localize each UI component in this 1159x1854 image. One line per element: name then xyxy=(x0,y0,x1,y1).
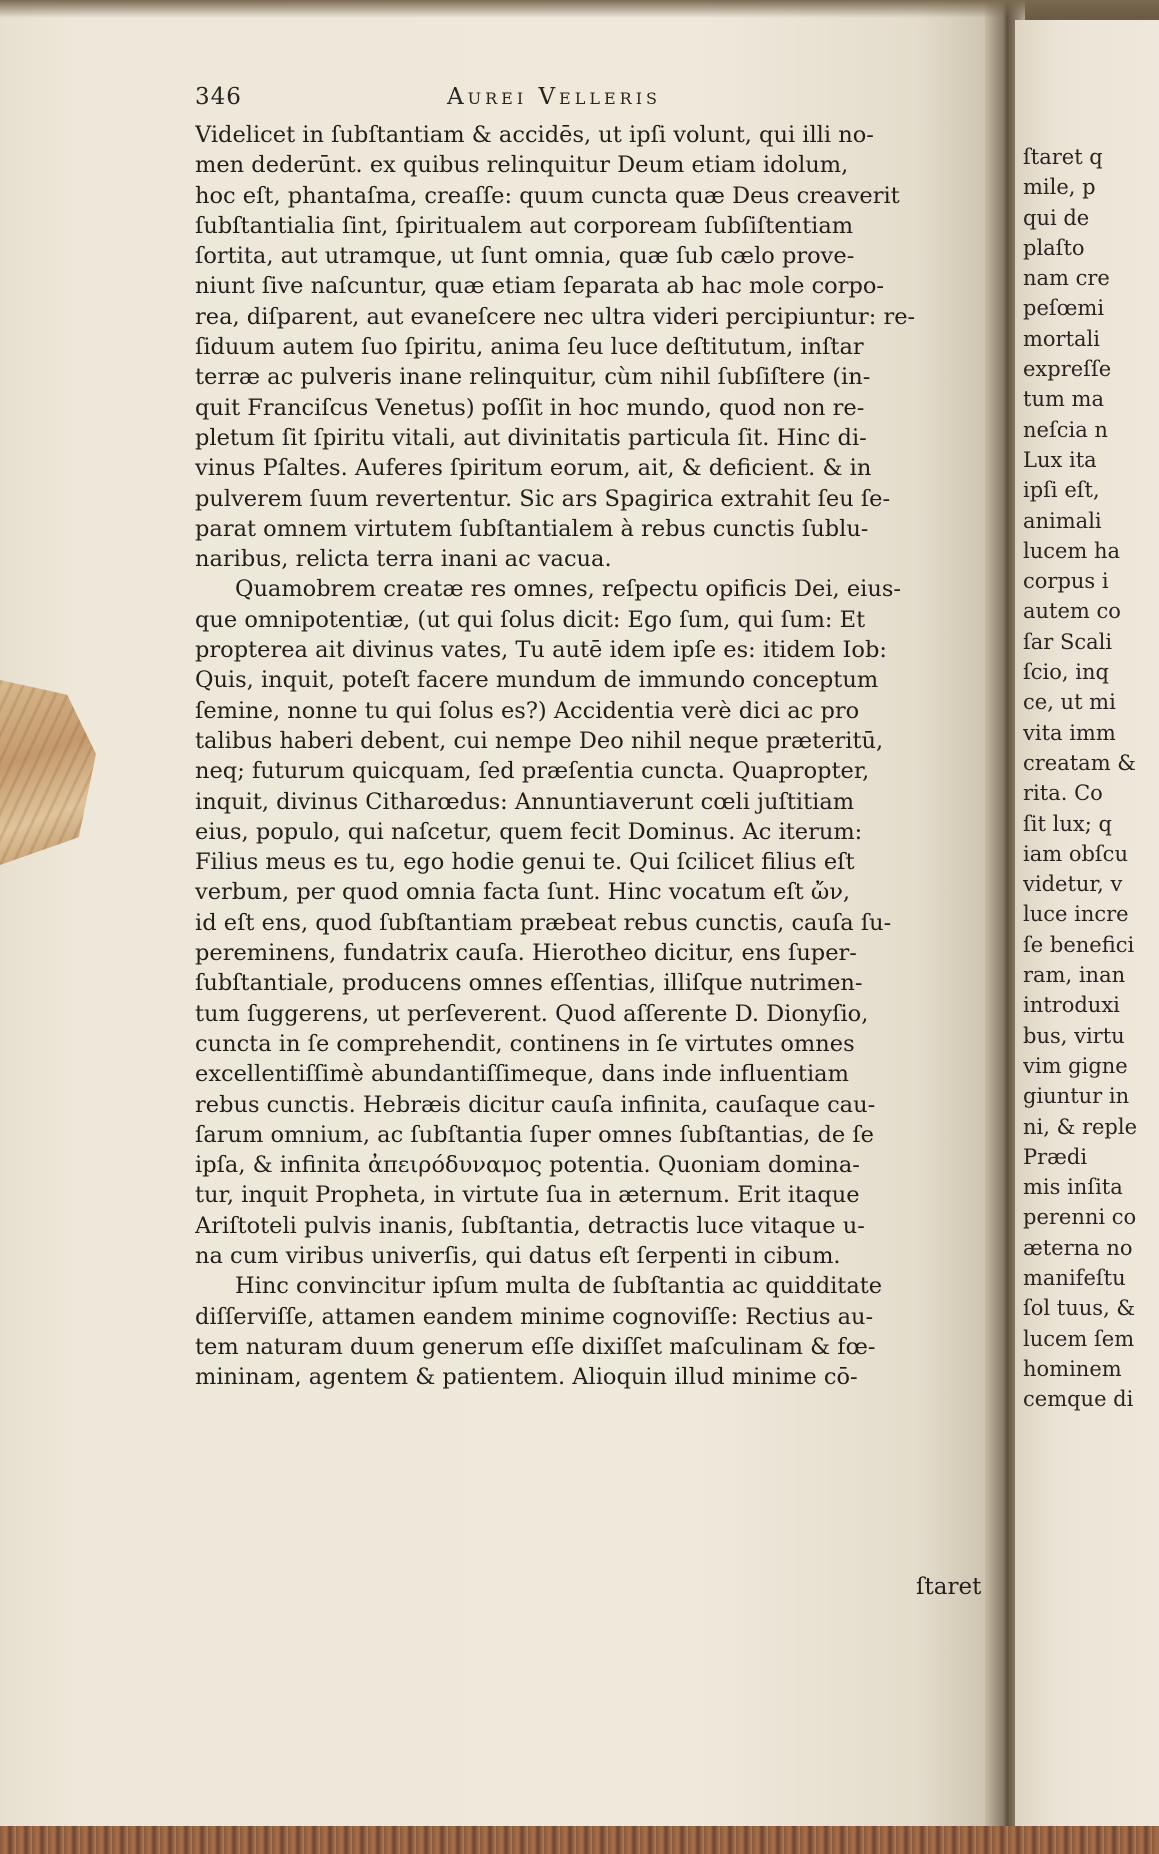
text-line: diſſerviſſe, attamen eandem minime cognoviſſe: Rectius au- xyxy=(195,1303,874,1330)
text-line: excellentiſſimè abundantiſſimeque, dans inde influentiam xyxy=(195,1061,849,1088)
right-page-line: iam obſcu xyxy=(1023,841,1128,866)
text-line: rea, diſparent, aut evaneſcere nec ultra videri percipiuntur: re- xyxy=(195,303,916,330)
right-page-line: giuntur in xyxy=(1023,1084,1130,1109)
main-text-block xyxy=(195,120,1000,1392)
right-page-line: autem co xyxy=(1023,599,1121,624)
text-line: ſemine, nonne tu qui ſolus es?) Accidentia verè dici ac pro xyxy=(195,697,860,724)
right-page-line: lucem ha xyxy=(1023,538,1121,563)
text-line: talibus haberi debent, cui nempe Deo nihil neque præteritū, xyxy=(195,727,884,754)
right-page-line: ſe benefici xyxy=(1023,932,1135,957)
right-page-line: lucem ſem xyxy=(1023,1326,1135,1351)
text-line: ipſa, & infinita ἀπειρόδυναμος potentia. Quoniam domina- xyxy=(195,1152,860,1179)
text-line: Hinc convincitur ipſum multa de ſubſtantia ac quidditate xyxy=(235,1273,883,1300)
page-header xyxy=(195,84,985,114)
text-line: cuncta in ſe comprehendit, continens in ſe virtutes omnes xyxy=(195,1030,855,1057)
text-line: neq; futurum quicquam, ſed præſentia cuncta. Quapropter, xyxy=(195,758,870,785)
text-line: pereminens, fundatrix cauſa. Hierotheo dicitur, ens ſuper- xyxy=(195,940,857,967)
right-page-line: ipſi eſt, xyxy=(1023,478,1100,503)
top-edge-shadow xyxy=(0,0,1159,18)
text-line: ſortita, aut utramque, ut ſunt omnia, quæ ſub cælo prove- xyxy=(195,243,855,270)
text-line: quit Franciſcus Venetus) poſſit in hoc mundo, quod non re- xyxy=(195,394,865,421)
right-page-line: Prædi xyxy=(1023,1144,1088,1169)
book-bottom-edge xyxy=(0,1826,1159,1854)
right-page-line: neſcia n xyxy=(1023,417,1108,442)
right-page-line: ſit lux; q xyxy=(1023,811,1112,836)
text-line: id eſt ens, quod ſubſtantiam præbeat rebus cunctis, cauſa ſu- xyxy=(195,909,892,936)
right-page-line: tum ma xyxy=(1023,387,1104,412)
text-line: propterea ait divinus vates, Tu autē idem ipſe es: itidem Iob: xyxy=(195,637,887,664)
right-page-line: rita. Co xyxy=(1023,781,1103,806)
right-page-line: bus, virtu xyxy=(1023,1023,1125,1048)
right-page-line: ſtaret q xyxy=(1023,145,1103,169)
text-line: Quamobrem creatæ res omnes, reſpectu opificis Dei, eius- xyxy=(235,576,901,603)
text-line: verbum, per quod omnia facta ſunt. Hinc vocatum eſt ὤν, xyxy=(195,879,851,906)
right-page-line: ce, ut mi xyxy=(1023,690,1116,715)
text-line: Videlicet in ſubſtantiam & accidēs, ut ipſi volunt, qui illi no- xyxy=(195,122,874,148)
text-line: ſarum omnium, ac ſubſtantia ſuper omnes ſubſtantias, de ſe xyxy=(195,1121,874,1148)
text-line: hoc eſt, phantaſma, creaſſe: quum cuncta quæ Deus creaverit xyxy=(195,182,900,209)
right-page-line: ſar Scali xyxy=(1023,629,1113,654)
right-page-text xyxy=(1023,142,1159,1414)
right-page-line: expreſſe xyxy=(1023,357,1112,382)
text-line: men dederūnt. ex quibus relinquitur Deum etiam idolum, xyxy=(195,152,849,179)
right-page-line: ſcio, inq xyxy=(1023,660,1109,685)
right-page-line: mis inſita xyxy=(1023,1175,1123,1200)
text-line: ſubſtantiale, producens omnes eſſentias, illiſque nutrimen- xyxy=(195,970,863,997)
text-line: na cum viribus univerſis, qui datus eſt ſerpenti in cibum. xyxy=(195,1242,841,1269)
text-line: naribus, relicta terra inani ac vacua. xyxy=(195,546,612,573)
right-page-line: nam cre xyxy=(1023,266,1110,291)
text-line: tur, inquit Propheta, in virtute ſua in æternum. Erit itaque xyxy=(195,1182,860,1209)
right-page xyxy=(1015,20,1159,1854)
text-line: pulverem ſuum revertentur. Sic ars Spagirica extrahit ſeu ſe- xyxy=(195,485,891,512)
text-line: Quis, inquit, poteſt facere mundum de immundo conceptum xyxy=(195,667,879,694)
text-line: niunt ſive naſcuntur, quæ etiam ſeparata ab hac mole corpo- xyxy=(195,273,885,300)
page-number: 346 xyxy=(195,84,242,110)
right-page-line: ni, & reple xyxy=(1023,1114,1138,1139)
right-page-line: animali xyxy=(1023,508,1102,533)
text-line: vinus Pſaltes. Auferes ſpiritum eorum, ait, & deficient. & in xyxy=(195,455,872,482)
right-page-line: peſœmi xyxy=(1023,296,1105,321)
right-page-line: ram, inan xyxy=(1023,963,1126,988)
right-page-line: videtur, v xyxy=(1023,872,1123,897)
right-page-line: introduxi xyxy=(1023,993,1120,1018)
right-page-line: manifeſtu xyxy=(1023,1265,1126,1290)
right-page-line: mile, p xyxy=(1023,175,1096,200)
right-page-line: cemque di xyxy=(1023,1387,1134,1412)
text-line: tum ſuggerens, ut perſeverent. Quod aſſerente D. Dionyſio, xyxy=(195,1000,869,1027)
right-page-line: perenni co xyxy=(1023,1205,1137,1230)
right-page-line: plaſto xyxy=(1023,235,1085,260)
text-line: parat omnem virtutem ſubſtantialem à rebus cunctis ſublu- xyxy=(195,515,869,542)
running-head: Aurei Velleris xyxy=(447,84,661,110)
text-line: rebus cunctis. Hebræis dicitur cauſa infinita, cauſaque cau- xyxy=(195,1091,876,1118)
text-line: que omnipotentiæ, (ut qui ſolus dicit: Ego ſum, qui ſum: Et xyxy=(195,606,866,633)
right-page-line: æterna no xyxy=(1023,1235,1133,1260)
right-page-line: luce incre xyxy=(1023,902,1129,927)
text-line: Ariſtoteli pulvis inanis, ſubſtantia, detractis luce vitaque u- xyxy=(195,1212,865,1239)
text-line: Filius meus es tu, ego hodie genui te. Qui ſcilicet filius eſt xyxy=(195,849,855,876)
right-page-line: corpus i xyxy=(1023,569,1109,594)
right-page-line: creatam & xyxy=(1023,750,1136,775)
right-page-line: mortali xyxy=(1023,326,1100,351)
catchword: ſtaret xyxy=(916,1574,982,1600)
right-page-line: hominem xyxy=(1023,1356,1122,1381)
text-line: inquit, divinus Citharœdus: Annuntiaverunt cœli juſtitiam xyxy=(195,788,855,815)
right-page-line: vita imm xyxy=(1023,720,1116,745)
text-line: eius, populo, qui naſcetur, quem fecit Dominus. Ac iterum: xyxy=(195,818,863,845)
text-line: ſubſtantialia ſint, ſpiritualem aut corpoream ſubſiſtentiam xyxy=(195,212,854,239)
right-page-line: Lux ita xyxy=(1023,447,1097,472)
text-line: ſiduum autem ſuo ſpiritu, anima ſeu luce deſtitutum, inſtar xyxy=(195,334,864,361)
text-line: tem naturam duum generum eſſe dixiſſet maſculinam & fœ- xyxy=(195,1333,876,1360)
right-page-line: qui de xyxy=(1023,205,1090,230)
text-line: pletum ſit ſpiritu vitali, aut divinitatis particula ſit. Hinc di- xyxy=(195,424,867,451)
text-line: mininam, agentem & patientem. Alioquin illud minime cō- xyxy=(195,1364,858,1391)
right-page-line: ſol tuus, & xyxy=(1023,1296,1136,1321)
text-line: terræ ac pulveris inane relinquitur, cùm nihil ſubſiſtere (in- xyxy=(195,364,871,391)
right-page-line: vim gigne xyxy=(1023,1053,1128,1078)
